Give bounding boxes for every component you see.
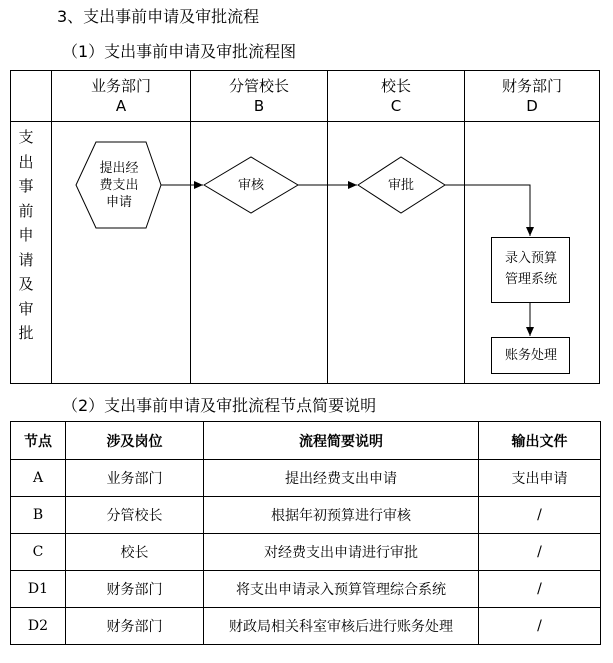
- node-label-line: 申请: [105, 195, 132, 210]
- table-row: [11, 497, 601, 534]
- cell-node: B: [11, 497, 66, 534]
- cell-node: A: [11, 460, 66, 497]
- row-label-char: 支: [18, 128, 34, 146]
- budget-entry-node-label: [492, 248, 570, 290]
- lane-name: 分管校长: [228, 77, 289, 95]
- cell-output: /: [479, 608, 601, 645]
- row-label-char: 批: [18, 324, 34, 342]
- row-label-char: 事: [18, 177, 34, 195]
- lane-header-b: [191, 76, 327, 116]
- header-description: 流程简要说明: [204, 422, 479, 460]
- cell-node: D1: [11, 571, 66, 608]
- table-row: [11, 608, 601, 645]
- cell-output: /: [479, 497, 601, 534]
- lane-name: 校长: [380, 77, 411, 95]
- cell-description: 提出经费支出申请: [204, 460, 479, 497]
- table-row: [11, 534, 601, 571]
- cell-position: 财务部门: [66, 571, 204, 608]
- node-label-line: 提出经: [99, 161, 139, 176]
- cell-output: /: [479, 571, 601, 608]
- arrow-approve-to-budget: [445, 185, 530, 236]
- lane-name: 财务部门: [501, 77, 562, 95]
- lane-code: A: [115, 97, 127, 115]
- node-label-line: 录入预算: [504, 251, 557, 266]
- cell-position: 分管校长: [66, 497, 204, 534]
- accounting-node-label: 账务处理: [504, 348, 557, 363]
- row-label-char: 及: [18, 275, 34, 293]
- header-output: 输出文件: [479, 422, 601, 460]
- lane-header-c: [328, 76, 464, 116]
- approve-node-label: 审批: [387, 178, 414, 193]
- node-description-table: [10, 421, 601, 645]
- cell-description: 根据年初预算进行审核: [204, 497, 479, 534]
- cell-node: C: [11, 534, 66, 571]
- cell-description: 对经费支出申请进行审批: [204, 534, 479, 571]
- lane-code: B: [253, 97, 265, 115]
- lane-code: C: [390, 97, 402, 115]
- node-label-line: 管理系统: [504, 272, 557, 287]
- apply-node-label: [88, 160, 150, 211]
- cell-output: /: [479, 534, 601, 571]
- table-row: [11, 571, 601, 608]
- lane-header-d: [465, 76, 599, 116]
- section-title: 3、支出事前申请及审批流程: [57, 7, 260, 26]
- row-label-char: 申: [18, 226, 34, 244]
- row-label-vertical: [15, 125, 37, 346]
- node-label-line: 费支出: [99, 178, 139, 193]
- lane-code: D: [526, 97, 538, 115]
- cell-description: 将支出申请录入预算管理综合系统: [204, 571, 479, 608]
- header-position: 涉及岗位: [66, 422, 204, 460]
- cell-position: 业务部门: [66, 460, 204, 497]
- lane-name: 业务部门: [90, 77, 151, 95]
- cell-description: 财政局相关科室审核后进行账务处理: [204, 608, 479, 645]
- row-label-char: 审: [18, 299, 34, 318]
- table-row: [11, 460, 601, 497]
- header-node: 节点: [11, 422, 66, 460]
- table-header-row: [11, 422, 601, 460]
- cell-output: 支出申请: [479, 460, 601, 497]
- review-node-label: 审核: [237, 178, 264, 193]
- cell-position: 校长: [66, 534, 204, 571]
- table-subtitle: （2）支出事前申请及审批流程节点简要说明: [62, 396, 377, 415]
- flowchart-subtitle: （1）支出事前申请及审批流程图: [62, 42, 297, 61]
- cell-node: D2: [11, 608, 66, 645]
- row-label-char: 出: [18, 152, 34, 171]
- row-label-char: 前: [18, 201, 34, 220]
- cell-position: 财务部门: [66, 608, 204, 645]
- row-label-char: 请: [18, 250, 34, 269]
- lane-header-a: [52, 76, 190, 116]
